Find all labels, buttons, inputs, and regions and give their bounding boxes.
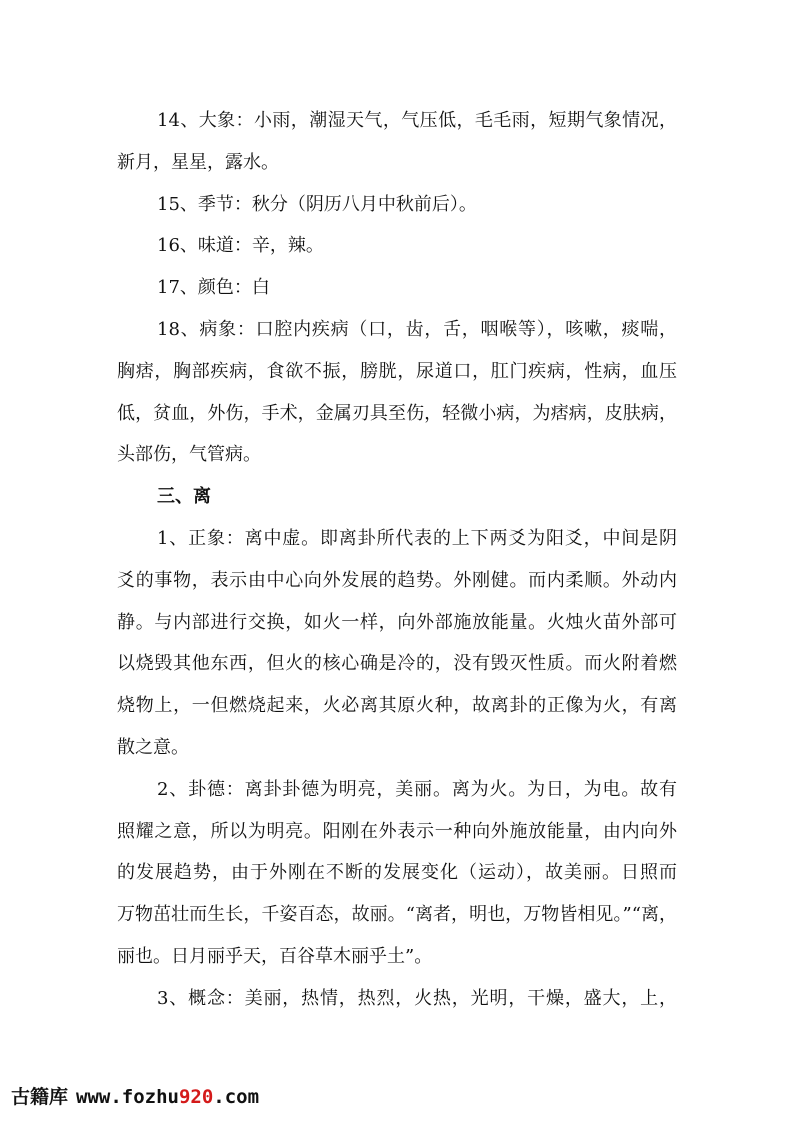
document-body	[117, 100, 677, 1020]
section-heading: 三、离	[157, 486, 211, 508]
text-line: 14、大象：小雨，潮湿天气，气压低，毛毛雨，短期气象情况，	[157, 110, 677, 131]
text-line: 头部伤，气管病。	[117, 444, 261, 466]
text-line: 散之意。	[117, 736, 189, 758]
text-line: 新月，星星，露水。	[117, 151, 279, 173]
text-line: 3、概念：美丽，热情，热烈，火热，光明，干燥，盛大，上，	[157, 987, 677, 1009]
watermark-url-suffix: .com	[213, 1086, 260, 1108]
text-line: 静。与内部进行交换，如火一样，向外部施放能量。火烛火苗外部可	[117, 611, 677, 633]
text-line: 17、颜色：白	[157, 277, 270, 299]
text-line: 以烧毁其他东西，但火的核心确是冷的，没有毁灭性质。而火附着燃	[117, 653, 677, 675]
text-line: 低，贫血，外伤，手术，金属刃具至伤，轻微小病，为痞病，皮肤病，	[117, 402, 677, 424]
text-line: 的发展趋势，由于外刚在不断的发展变化（运动），故美丽。日照而	[117, 862, 677, 884]
text-line: 1、正象：离中虚。即离卦所代表的上下两爻为阳爻，中间是阴	[157, 527, 677, 549]
text-line: 2、卦德：离卦卦德为明亮，美丽。离为火。为日，为电。故有	[157, 778, 677, 800]
site-watermark	[11, 1082, 259, 1112]
text-line: 烧物上，一但燃烧起来，火必离其原火种，故离卦的正像为火，有离	[117, 695, 677, 717]
text-line: 照耀之意，所以为明亮。阳刚在外表示一种向外施放能量，由内向外	[117, 820, 677, 842]
watermark-url-number: 920	[178, 1086, 214, 1108]
text-line: 丽也。日月丽乎天，百谷草木丽乎土”。	[117, 945, 433, 967]
watermark-brand: 古籍库	[11, 1086, 69, 1108]
watermark-url-prefix: www.fozhu	[76, 1086, 179, 1108]
text-line: 16、味道：辛，辣。	[157, 235, 324, 257]
text-line: 15、季节：秋分（阴历八月中秋前后）。	[157, 193, 477, 215]
text-line: 爻的事物，表示由中心向外发展的趋势。外刚健。而内柔顺。外动内	[117, 569, 677, 591]
text-line: 18、病象：口腔内疾病（口，齿，舌，咽喉等），咳嗽，痰喘，	[157, 318, 677, 340]
text-line: 胸痞，胸部疾病，食欲不振，膀胱，尿道口，肛门疾病，性病，血压	[117, 360, 677, 382]
text-line: 万物茁壮而生长，千姿百态，故丽。“离者，明也，万物皆相见。”“离，	[117, 904, 677, 926]
